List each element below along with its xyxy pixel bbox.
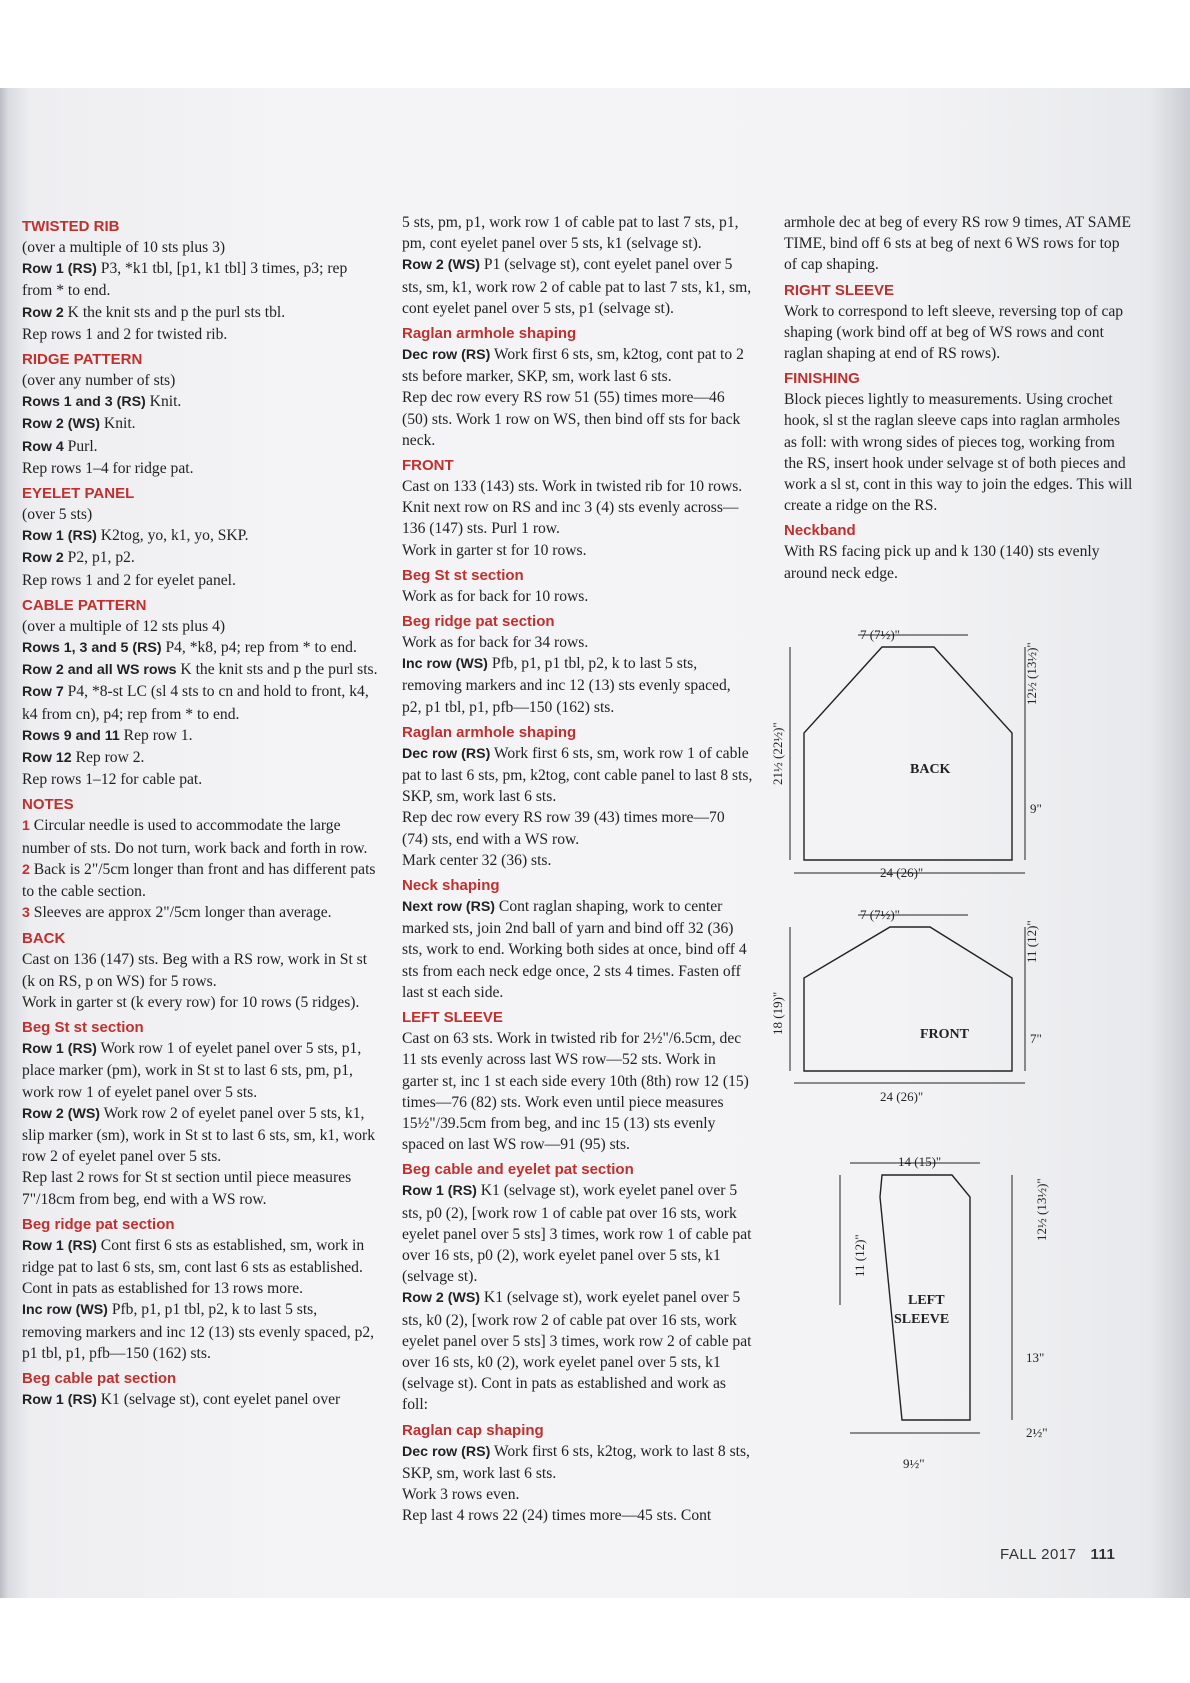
section-heading: CABLE PATTERN bbox=[22, 596, 147, 614]
paragraph-text: K1 (selvage st), work eyelet panel over 5 sts, p0 (2), [work row 1 of cable pat over 16 sts, work eyelet panel over 5 sts] 3 times, work row 1 of cable pat over 16 sts, p0 (2), work eyelet panel over 5 sts, k1 (selvage st). bbox=[402, 1182, 752, 1286]
sleeve-right-bottom-dim: 2½" bbox=[1026, 1425, 1048, 1440]
paragraph-text: Work to correspond to left sleeve, reversing top of cap shaping (work bind off at beg of WS rows and cont raglan shaping at end of RS rows). bbox=[784, 302, 1124, 363]
paragraph bbox=[402, 387, 754, 451]
paragraph-text: Rep row 2. bbox=[71, 749, 145, 767]
paragraph bbox=[402, 1180, 754, 1287]
back-label: BACK bbox=[910, 762, 951, 777]
paragraph-text: (over 5 sts) bbox=[22, 506, 93, 524]
paragraph bbox=[784, 212, 1134, 276]
paragraph-text: Pfb, p1, p1 tbl, p2, k to last 5 sts, removing markers and inc 12 (13) sts evenly spaced, p2, p1 tbl, p1, pfb—150 (162) sts. bbox=[22, 1301, 375, 1362]
paragraph bbox=[22, 725, 378, 747]
row-label: 2 bbox=[22, 861, 30, 878]
paragraph bbox=[22, 769, 378, 790]
paragraph-text: Work first 6 sts, k2tog, work to last 8 sts, SKP, sm, work last 6 sts. bbox=[402, 1442, 750, 1482]
section-heading: Beg St st section bbox=[22, 1019, 144, 1037]
paragraph bbox=[784, 389, 1134, 516]
paragraph-text: Cast on 63 sts. Work in twisted rib for 2½"/6.5cm, dec 11 sts evenly across last WS row—52 sts. Work in garter st, inc 1 st each side every 10th (8th) row 12 (15) times—76 (82) sts. Work even until piece measures 15½"/39.5cm from beg, and inc 15 (13) sts evenly spaced on last WS row—91 (95) sts. bbox=[402, 1030, 749, 1154]
section-heading: Neckband bbox=[784, 522, 856, 540]
row-label: Row 2 (WS) bbox=[402, 1290, 481, 1307]
paragraph-text: Back is 2"/5cm longer than front and has different pats to the cable section. bbox=[22, 860, 376, 901]
front-left-dim: 18 (19)" bbox=[770, 991, 785, 1035]
paragraph bbox=[402, 1028, 754, 1155]
paragraph-text: Work row 2 of eyelet panel over 5 sts, k1, slip marker (sm), work in St st to last 6 sts, sm, k1, work row 2 of eyelet panel over 5 sts. bbox=[22, 1104, 376, 1166]
section-heading: RIGHT SLEEVE bbox=[784, 281, 895, 299]
paragraph bbox=[22, 504, 378, 525]
paragraph-text: Rep rows 1 and 2 for twisted rib. bbox=[22, 325, 228, 343]
paragraph bbox=[402, 807, 754, 849]
paragraph bbox=[22, 302, 378, 324]
row-label: Inc row (WS) bbox=[22, 1302, 108, 1319]
paragraph-text: armhole dec at beg of every RS row 9 times, AT SAME TIME, bind off 6 sts at beg of next 6 WS rows for top of cap shaping. bbox=[784, 214, 1132, 274]
paragraph bbox=[22, 1278, 378, 1299]
row-label: Dec row (RS) bbox=[402, 347, 491, 364]
row-label: Rows 1 and 3 (RS) bbox=[22, 394, 146, 411]
paragraph bbox=[22, 1167, 378, 1209]
paragraph bbox=[402, 586, 754, 607]
paragraph bbox=[402, 653, 754, 718]
paragraph-text: Cont in pats as established for 13 rows more. bbox=[22, 1280, 304, 1298]
paragraph-text: Cast on 136 (147) sts. Beg with a RS row, work in St st (k on RS, p on WS) for 5 rows. bbox=[22, 951, 368, 990]
paragraph-text: Cont first 6 sts as established, sm, work in ridge pat to last 6 sts, sm, cont last 6 sts as established. bbox=[22, 1236, 365, 1276]
paragraph bbox=[402, 743, 754, 808]
paragraph bbox=[22, 258, 378, 301]
sleeve-left-dim: 11 (12)" bbox=[852, 1234, 867, 1277]
paragraph-text: Rep rows 1 and 2 for eyelet panel. bbox=[22, 571, 236, 589]
section-heading: FRONT bbox=[402, 457, 454, 475]
row-label: Row 2 and all WS rows bbox=[22, 662, 177, 679]
paragraph bbox=[22, 413, 378, 435]
paragraph-text: Rep row 1. bbox=[119, 726, 193, 744]
paragraph bbox=[402, 896, 754, 1003]
note-paragraph bbox=[22, 859, 378, 902]
section-heading: Raglan armhole shaping bbox=[402, 723, 577, 741]
paragraph bbox=[22, 747, 378, 769]
paragraph-text: Rep rows 1–12 for cable pat. bbox=[22, 771, 203, 789]
paragraph-text: Purl. bbox=[63, 437, 98, 455]
back-right-bottom-dim: 9" bbox=[1030, 801, 1042, 816]
paragraph-text: Rep dec row every RS row 39 (43) times more—70 (74) sts, end with a WS row. bbox=[402, 809, 725, 848]
column-3 bbox=[784, 212, 1134, 584]
paragraph-text: K the knit sts and p the purl sts. bbox=[176, 661, 378, 679]
paragraph-text: P4, *8-st LC (sl 4 sts to cn and hold to front, k4, k4 from cn), p4; rep from * to end. bbox=[22, 683, 369, 723]
row-label: Dec row (RS) bbox=[402, 1443, 491, 1460]
issue-season: FALL 2017 bbox=[1000, 1546, 1077, 1563]
front-label: FRONT bbox=[920, 1027, 969, 1042]
paragraph-text: K the knit sts and p the purl sts tbl. bbox=[63, 303, 286, 321]
paragraph-text: K1 (selvage st), cont eyelet panel over bbox=[96, 1390, 341, 1408]
paragraph-text: Work in garter st for 10 rows. bbox=[402, 541, 587, 559]
section-heading: FINISHING bbox=[784, 370, 860, 388]
paragraph-text: Work row 1 of eyelet panel over 5 sts, p1, place marker (pm), work in St st to last 6 sts, pm, p1, work row 1 of eyelet panel over 5 sts. bbox=[22, 1040, 362, 1101]
section-heading: BACK bbox=[22, 930, 66, 948]
row-label: Row 1 (RS) bbox=[22, 528, 97, 545]
paragraph bbox=[402, 476, 754, 540]
paragraph-text: Mark center 32 (36) sts. bbox=[402, 851, 552, 869]
row-label: Next row (RS) bbox=[402, 899, 496, 916]
paragraph bbox=[22, 436, 378, 458]
row-label: Row 12 bbox=[22, 750, 72, 767]
section-heading: NOTES bbox=[22, 796, 74, 814]
paragraph-text: Rep last 2 rows for St st section until piece measures 7"/18cm from beg, end with a WS row. bbox=[22, 1169, 352, 1208]
paragraph bbox=[22, 458, 378, 479]
paragraph bbox=[22, 1038, 378, 1103]
sleeve-label-sleeve: SLEEVE bbox=[894, 1312, 950, 1327]
row-label: Rows 9 and 11 bbox=[22, 727, 120, 744]
row-label: Row 1 (RS) bbox=[22, 1391, 97, 1408]
paragraph-text: Work as for back for 10 rows. bbox=[402, 587, 589, 605]
section-heading: Beg cable and eyelet pat section bbox=[402, 1161, 634, 1179]
section-heading: Raglan armhole shaping bbox=[402, 325, 577, 343]
paragraph-text: Pfb, p1, p1 tbl, p2, k to last 5 sts, removing markers and inc 12 (13) sts evenly spaced, p2, p1 tbl, p1, pfb—150 (162) sts. bbox=[402, 655, 731, 716]
paragraph bbox=[402, 254, 754, 319]
row-label: Row 2 bbox=[22, 304, 64, 321]
paragraph-text: 5 sts, pm, p1, work row 1 of cable pat to last 7 sts, p1, pm, cont eyelet panel over 5 sts, k1 (selvage st). bbox=[402, 214, 739, 253]
section-heading: TWISTED RIB bbox=[22, 218, 120, 235]
paragraph bbox=[402, 1484, 754, 1505]
paragraph bbox=[22, 681, 378, 724]
section-heading: Beg cable pat section bbox=[22, 1369, 177, 1387]
paragraph-text: Rep last 4 rows 22 (24) times more—45 sts. Cont bbox=[402, 1507, 712, 1525]
sleeve-right-mid-dim: 13" bbox=[1026, 1350, 1045, 1365]
row-label: Rows 1, 3 and 5 (RS) bbox=[22, 640, 162, 657]
paragraph-text: Rep dec row every RS row 51 (55) times more—46 (50) sts. Work 1 row on WS, then bind off sts for back neck. bbox=[402, 389, 741, 449]
paragraph bbox=[402, 1287, 754, 1415]
front-right-top-dim: 11 (12)" bbox=[1024, 920, 1039, 963]
paragraph-text: Work first 6 sts, sm, k2tog, cont pat to 2 sts before marker, SKP, sm, work last 6 sts. bbox=[402, 346, 744, 386]
paragraph-text: P2, p1, p2. bbox=[63, 549, 135, 567]
back-bottom-dim: 24 (26)" bbox=[880, 865, 924, 880]
paragraph bbox=[22, 637, 378, 659]
paragraph-text: Work as for back for 34 rows. bbox=[402, 634, 589, 652]
sleeve-label-left: LEFT bbox=[908, 1293, 945, 1308]
paragraph bbox=[402, 212, 754, 254]
sleeve-top-dim: 14 (15)" bbox=[898, 1154, 942, 1169]
column-1 bbox=[22, 212, 378, 1411]
paragraph bbox=[402, 850, 754, 871]
schematics bbox=[770, 615, 1090, 1475]
section-heading: RIDGE PATTERN bbox=[22, 351, 143, 369]
section-heading: Beg ridge pat section bbox=[22, 1215, 175, 1233]
back-top-dim: 7 (7½)" bbox=[860, 627, 900, 642]
front-shape bbox=[804, 927, 1012, 1071]
paragraph bbox=[22, 391, 378, 413]
row-label: Dec row (RS) bbox=[402, 745, 491, 762]
section-heading: LEFT SLEEVE bbox=[402, 1009, 503, 1027]
row-label: Row 7 bbox=[22, 684, 64, 701]
paragraph-text: Sleeves are approx 2"/5cm longer than average. bbox=[29, 904, 332, 922]
paragraph bbox=[22, 547, 378, 569]
paragraph-text: With RS facing pick up and k 130 (140) sts evenly around neck edge. bbox=[784, 543, 1100, 582]
section-heading: Beg St st section bbox=[402, 566, 524, 584]
paragraph-text: Cast on 133 (143) sts. Work in twisted rib for 10 rows. Knit next row on RS and inc 3 (4) sts evenly across—136 (147) sts. Purl 1 row. bbox=[402, 478, 743, 538]
paragraph bbox=[22, 1103, 378, 1168]
row-label: Row 1 (RS) bbox=[402, 1183, 477, 1200]
paragraph bbox=[22, 1299, 378, 1364]
row-label: Row 1 (RS) bbox=[22, 1041, 97, 1058]
paragraph bbox=[22, 237, 378, 258]
back-right-top-dim: 12½ (13½)" bbox=[1024, 642, 1039, 705]
note-paragraph bbox=[22, 902, 378, 924]
paragraph-text: K1 (selvage st), work eyelet panel over 5 sts, k0 (2), [work row 2 of cable pat over 16 sts, work eyelet panel over 5 sts] 3 times, work row 2 of cable pat over 16 sts, k0 (2), work eyelet panel over 5 sts, k1 (selvage st). Cont in pats as established and work as foll: bbox=[402, 1289, 752, 1414]
paragraph bbox=[402, 1441, 754, 1484]
page-number: 111 bbox=[1090, 1546, 1116, 1563]
row-label: Inc row (WS) bbox=[402, 656, 488, 673]
paragraph bbox=[402, 1505, 754, 1526]
paragraph bbox=[22, 525, 378, 547]
paragraph-text: (over a multiple of 10 sts plus 3) bbox=[22, 239, 226, 256]
column-2 bbox=[402, 212, 754, 1526]
note-paragraph bbox=[22, 815, 378, 858]
paragraph bbox=[402, 344, 754, 387]
paragraph-text: Knit. bbox=[100, 415, 136, 433]
paragraph bbox=[22, 570, 378, 591]
row-label: 3 bbox=[22, 905, 30, 922]
row-label: Row 2 (WS) bbox=[22, 1105, 101, 1122]
row-label: Row 2 (WS) bbox=[22, 416, 101, 433]
sleeve-bottom-dim: 9½" bbox=[903, 1456, 925, 1471]
row-label: Row 2 (WS) bbox=[402, 257, 481, 274]
page-footer bbox=[1000, 1546, 1115, 1563]
paragraph-text: (over a multiple of 12 sts plus 4) bbox=[22, 617, 226, 635]
paragraph bbox=[22, 992, 378, 1013]
paragraph-text: P1 (selvage st), cont eyelet panel over 5 sts, sm, k1, work row 2 of cable pat to last 7 sts, k1, sm, cont eyelet panel over 5 sts, p1 (selvage st). bbox=[402, 256, 752, 317]
front-bottom-dim: 24 (26)" bbox=[880, 1089, 924, 1104]
paragraph bbox=[402, 632, 754, 653]
paragraph-text: Work first 6 sts, sm, work row 1 of cable pat to last 6 sts, pm, k2tog, cont cable panel to last 8 sts, SKP, sm, work last 6 sts. bbox=[402, 744, 753, 806]
paragraph bbox=[784, 301, 1134, 365]
row-label: Row 1 (RS) bbox=[22, 261, 97, 278]
paragraph-text: Block pieces lightly to measurements. Using crochet hook, sl st the raglan sleeve caps into raglan armholes as foll: with wrong sides of pieces tog, working from the RS, insert hook under selvage st of both pieces and work a sl st, cont in this way to join the edges. This will create a ridge on the RS. bbox=[784, 391, 1133, 515]
paragraph-text: (over any number of sts) bbox=[22, 372, 176, 390]
paragraph bbox=[22, 1389, 378, 1411]
paragraph bbox=[22, 1235, 378, 1278]
row-label: 1 bbox=[22, 818, 30, 835]
paragraph-text: Work in garter st (k every row) for 10 rows (5 ridges). bbox=[22, 993, 360, 1011]
section-heading: Raglan cap shaping bbox=[402, 1421, 544, 1439]
paragraph bbox=[22, 370, 378, 391]
paragraph bbox=[784, 541, 1134, 583]
sleeve-right-top-dim: 12½ (13½)" bbox=[1034, 1178, 1049, 1241]
section-heading: Neck shaping bbox=[402, 877, 500, 895]
row-label: Row 4 bbox=[22, 438, 64, 455]
paragraph bbox=[22, 949, 378, 991]
paragraph-text: P3, *k1 tbl, [p1, k1 tbl] 3 times, p3; rep from * to end. bbox=[22, 260, 348, 300]
paragraph bbox=[402, 540, 754, 561]
paragraph-text: Work 3 rows even. bbox=[402, 1485, 520, 1503]
paragraph bbox=[22, 616, 378, 637]
paragraph bbox=[22, 659, 378, 681]
paragraph-text: Knit. bbox=[145, 393, 182, 411]
paragraph-text: K2tog, yo, k1, yo, SKP. bbox=[96, 527, 249, 545]
front-right-bottom-dim: 7" bbox=[1030, 1031, 1042, 1046]
front-top-dim: 7 (7½)" bbox=[860, 907, 900, 922]
row-label: Row 2 bbox=[22, 550, 64, 567]
paragraph-text: P4, *k8, p4; rep from * to end. bbox=[161, 639, 357, 657]
scan-margin-top bbox=[0, 0, 1190, 88]
paragraph-text: Cont raglan shaping, work to center marked sts, join 2nd ball of yarn and bind off 32 (36) sts, work to end. Working both sides at once, bind off 4 sts from each neck edge once, 2 sts 4 times. Fasten off last st each side. bbox=[402, 898, 747, 1001]
row-label: Row 1 (RS) bbox=[22, 1237, 97, 1254]
section-heading: Beg ridge pat section bbox=[402, 613, 555, 631]
paragraph-text: Rep rows 1–4 for ridge pat. bbox=[22, 459, 194, 477]
paragraph-text: Circular needle is used to accommodate the large number of sts. Do not turn, work back and forth in row. bbox=[22, 817, 368, 857]
back-left-dim: 21½ (22½)" bbox=[770, 722, 785, 785]
back-shape bbox=[804, 647, 1012, 860]
section-heading: EYELET PANEL bbox=[22, 485, 135, 503]
paragraph bbox=[22, 324, 378, 345]
